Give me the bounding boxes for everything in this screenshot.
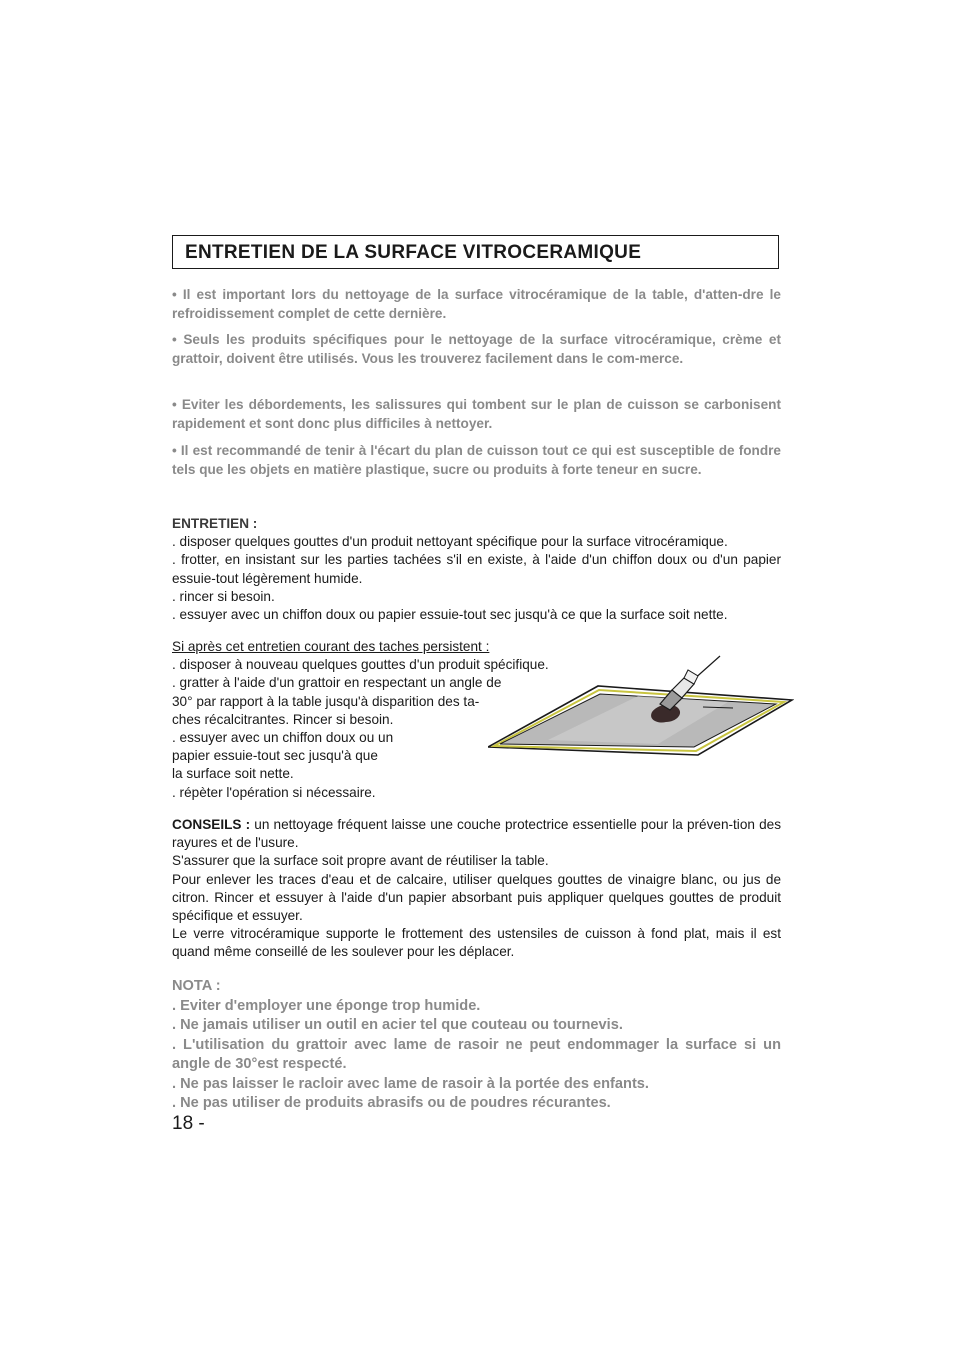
nota-line: . L'utilisation du grattoir avec lame de rasoir ne peut endommager la surface si un angle de 30°est respecté. <box>172 1036 781 1072</box>
intro-bullet-4: • Il est recommandé de tenir à l'écart du plan de cuisson tout ce qui est susceptible de fondre tels que les objets en matière plastique, sucre ou produits à forte teneur en sucre. <box>172 443 781 477</box>
entretien-line: . disposer quelques gouttes d'un produit nettoyant spécifique pour la surface vitrocéramique. <box>172 534 728 550</box>
conseils-section <box>172 816 781 962</box>
page-number: 18 - <box>172 1113 205 1134</box>
conseils-heading: CONSEILS : <box>172 817 251 832</box>
persist-line: papier essuie-tout sec jusqu'à que <box>172 748 378 764</box>
page-title: ENTRETIEN DE LA SURFACE VITROCERAMIQUE <box>185 242 642 263</box>
conseils-line: Le verre vitrocéramique supporte le frottement des ustensiles de cuisson à fond plat, mais il est quand même conseillé de les soulever pour les déplacer. <box>172 926 781 960</box>
nota-line: . Eviter d'employer une éponge trop humide. <box>172 997 481 1014</box>
conseils-line: Pour enlever les traces d'eau et de calcaire, utiliser quelques gouttes de vinaigre blanc, ou jus de citron. Rincer et essuyer à l'aide d'un papier absorbant puis appliquer quelques gouttes de produit spécifique et essuyer. <box>172 871 781 924</box>
nota-line: . Ne pas laisser le racloir avec lame de rasoir à la portée des enfants. <box>172 1075 649 1092</box>
intro-bullet-3: • Eviter les débordements, les salissures qui tombent sur le plan de cuisson se carbonisent rapidement et sont donc plus difficiles à nettoyer. <box>172 397 781 431</box>
intro-bullet-1: • Il est important lors du nettoyage de la surface vitrocéramique de la table, d'atten-dre le refroidissement complet de cette dernière. <box>172 287 781 321</box>
title-box <box>172 235 779 269</box>
conseils-line: S'assurer que la surface soit propre avant de réutiliser la table. <box>172 853 549 869</box>
entretien-line: . rincer si besoin. <box>172 588 275 604</box>
nota-section <box>172 977 781 1114</box>
nota-line: . Ne pas utiliser de produits abrasifs ou de poudres récurantes. <box>172 1095 611 1111</box>
conseils-first: un nettoyage fréquent laisse une couche protectrice essentielle pour la préven-tion des rayures et de l'usure. <box>172 817 781 851</box>
scraper-illustration <box>488 652 794 761</box>
persist-line: . gratter à l'aide d'un grattoir en respectant un angle de <box>172 675 502 691</box>
entretien-heading: ENTRETIEN : <box>172 516 258 531</box>
entretien-line: . essuyer avec un chiffon doux ou papier essuie-tout sec jusqu'à ce que la surface soit nette. <box>172 607 728 623</box>
persist-line: 30° par rapport à la table jusqu'à disparition des ta- <box>172 693 480 709</box>
persist-line: . répèter l'opération si nécessaire. <box>172 784 376 800</box>
intro-bullet-2: • Seuls les produits spécifiques pour le nettoyage de la surface vitrocéramique, crème et grattoir, doivent être utilisés. Vous les trouverez facilement dans le com-merce. <box>172 332 781 366</box>
cooktop-scraper-icon <box>488 652 794 756</box>
persist-line: ches récalcitrantes. Rincer si besoin. <box>172 711 394 727</box>
nota-heading: NOTA : <box>172 978 221 994</box>
nota-line: . Ne jamais utiliser un outil en acier tel que couteau ou tournevis. <box>172 1017 623 1033</box>
persist-line: . essuyer avec un chiffon doux ou un <box>172 730 394 746</box>
entretien-line: . frotter, en insistant sur les parties tachées s'il en existe, à l'aide d'un chiffon doux ou d'un papier essuie-tout légèrement humide. <box>172 552 781 586</box>
persist-heading: Si après cet entretien courant des taches persistent : <box>172 639 490 654</box>
persist-line: la surface soit nette. <box>172 766 294 782</box>
persist-line: . disposer à nouveau quelques gouttes d'un produit spécifique. <box>172 657 549 673</box>
entretien-section <box>172 515 781 624</box>
